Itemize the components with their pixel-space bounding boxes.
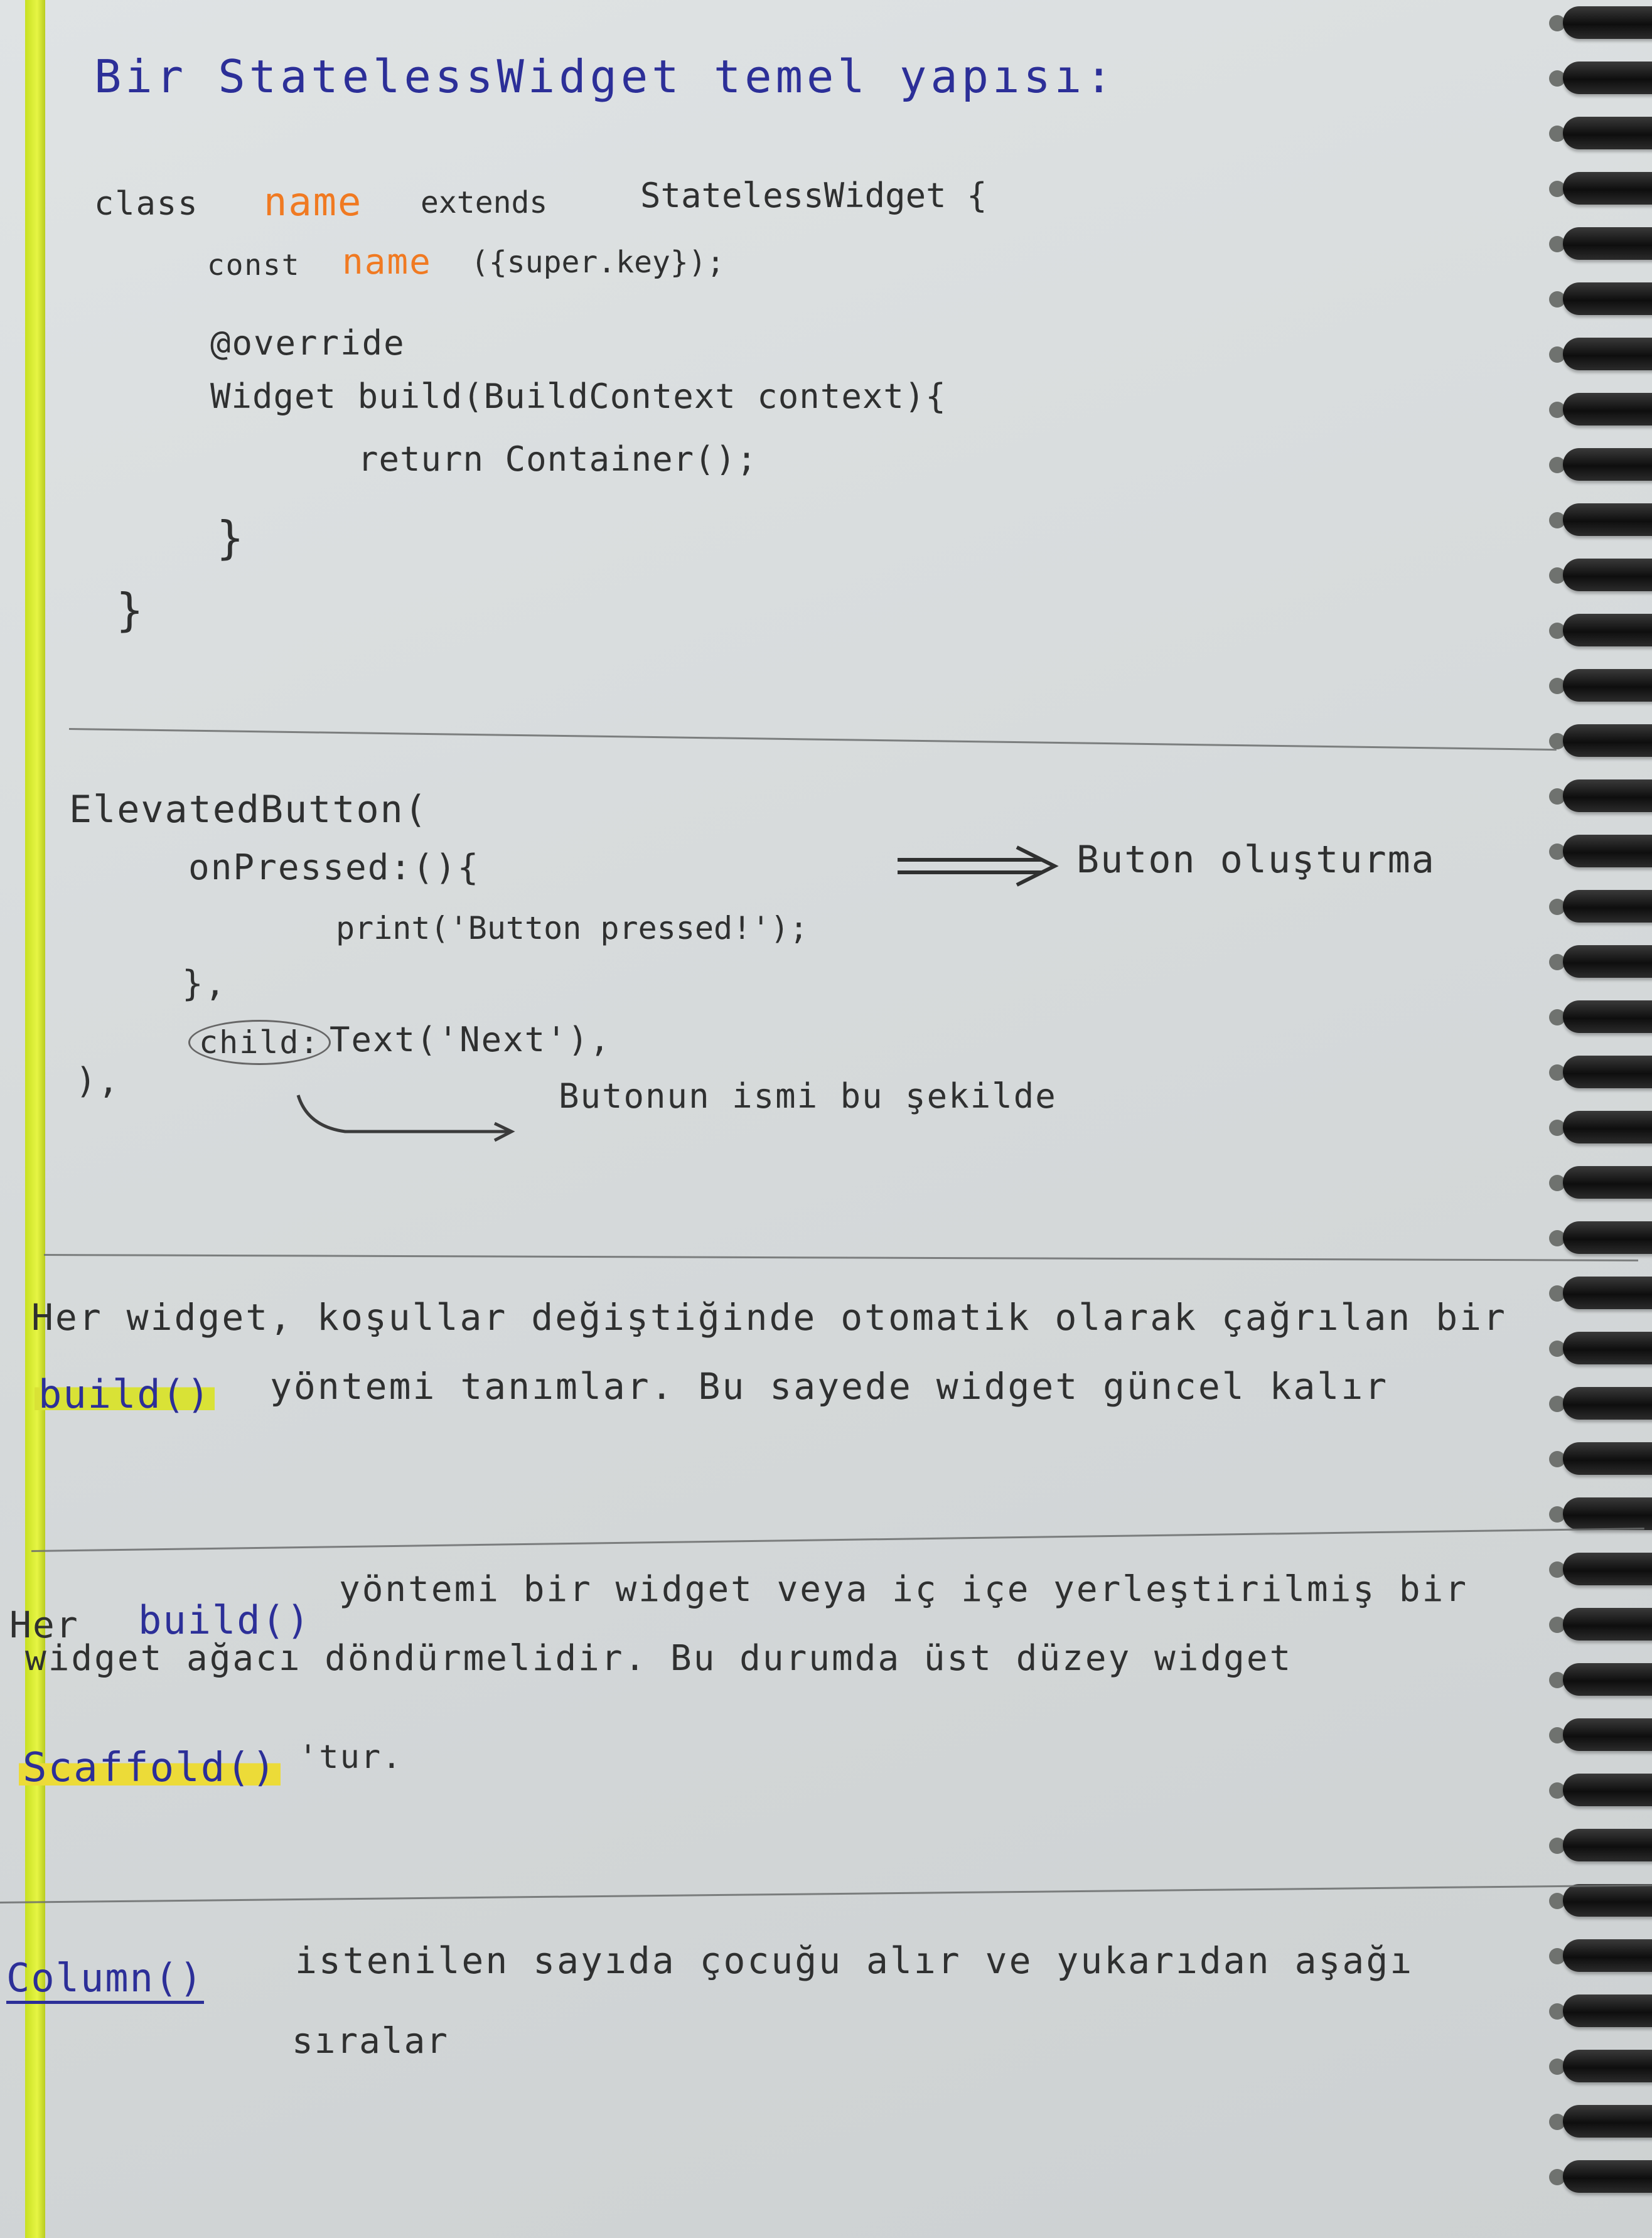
spiral-coil: [1563, 669, 1652, 702]
child-annotation: Butonun ismi bu şekilde: [559, 1076, 1057, 1116]
spiral-coil: [1563, 2050, 1652, 2082]
inner-close-brace: }: [217, 511, 245, 564]
spiral-coil: [1563, 945, 1652, 978]
child-arrow-icon: [295, 1089, 521, 1158]
spiral-coil: [1563, 1718, 1652, 1751]
const-args: ({super.key});: [471, 245, 725, 280]
spiral-coil: [1563, 1056, 1652, 1088]
elevated-button-line: ElevatedButton(: [69, 788, 428, 832]
spiral-coil: [1563, 1442, 1652, 1475]
build-term-2: build(): [138, 1597, 311, 1643]
scaffold-suffix: 'tur.: [298, 1738, 403, 1776]
build-term-highlighted: build(): [35, 1371, 215, 1417]
spiral-coil: [1563, 62, 1652, 94]
print-line: print('Button pressed!');: [336, 910, 808, 946]
scaffold-term-highlighted: Scaffold(): [19, 1745, 281, 1791]
spiral-coil: [1563, 1939, 1652, 1972]
spiral-coil: [1563, 1387, 1652, 1420]
spiral-coil: [1563, 1994, 1652, 2027]
child-label: child:: [188, 1020, 331, 1065]
close-button-line: ),: [75, 1061, 121, 1101]
spiral-coil: [1563, 1774, 1652, 1806]
column-sentence-1: istenilen sayıda çocuğu alır ve yukarıdan aşağı: [295, 1939, 1414, 1982]
spiral-coil: [1563, 1829, 1652, 1861]
close-callback-line: },: [182, 963, 227, 1004]
spiral-coil: [1563, 614, 1652, 646]
spiral-coil: [1563, 448, 1652, 481]
section1-title: Bir StatelessWidget temel yapısı:: [94, 50, 1117, 103]
spiral-coil: [1563, 393, 1652, 426]
spiral-coil: [1563, 2160, 1652, 2193]
spiral-coil: [1563, 1000, 1652, 1033]
spiral-coil: [1563, 835, 1652, 867]
spiral-coil: [1563, 2105, 1652, 2138]
override-annotation: @override: [210, 323, 405, 363]
spiral-coil: [1563, 1111, 1652, 1143]
spiral-coil: [1563, 1553, 1652, 1585]
spiral-coil: [1563, 1332, 1652, 1364]
child-value: Text('Next'),: [330, 1020, 611, 1059]
class-name: name: [264, 179, 363, 225]
onpressed-line: onPressed:(){: [188, 847, 480, 888]
spiral-coil: [1563, 172, 1652, 205]
widget-build-sentence-2: yöntemi tanımlar. Bu sayede widget güncel kalır: [270, 1365, 1389, 1408]
double-arrow-icon: [898, 844, 1061, 888]
column-term: Column(): [6, 1955, 204, 2004]
spiral-coil: [1563, 1884, 1652, 1917]
spiral-coil: [1563, 559, 1652, 591]
spiral-coil: [1563, 1663, 1652, 1696]
widget-build-sentence-1: Her widget, koşullar değiştiğinde otomatik olarak çağrılan bir: [31, 1296, 1507, 1339]
outer-close-brace: }: [116, 584, 145, 636]
spiral-coil: [1563, 6, 1652, 39]
spiral-coil: [1563, 1497, 1652, 1530]
spiral-coil: [1563, 1221, 1652, 1254]
button-annotation: Buton oluşturma: [1076, 838, 1435, 882]
spiral-coil: [1563, 1166, 1652, 1199]
spiral-coil: [1563, 1277, 1652, 1309]
base-class: StatelessWidget {: [640, 176, 987, 215]
spiral-coil: [1563, 227, 1652, 260]
column-sentence-2: sıralar: [292, 2021, 449, 2062]
return-line: return Container();: [358, 439, 758, 479]
spiral-coil: [1563, 503, 1652, 536]
spiral-coil: [1563, 117, 1652, 149]
spiral-coil: [1563, 338, 1652, 370]
spiral-coil: [1563, 724, 1652, 757]
her-word: Her: [9, 1604, 79, 1646]
class-keyword: class: [94, 185, 199, 223]
const-name: name: [342, 242, 432, 282]
spiral-coil: [1563, 779, 1652, 812]
extends-keyword: extends: [421, 185, 548, 220]
build-sentence-1: yöntemi bir widget veya iç içe yerleştirilmiş bir: [339, 1569, 1469, 1610]
build-sentence-2: widget ağacı döndürmelidir. Bu durumda üst düzey widget: [25, 1638, 1293, 1679]
build-signature: Widget build(BuildContext context){: [210, 377, 947, 416]
spiral-coil: [1563, 1608, 1652, 1641]
spiral-coil: [1563, 282, 1652, 315]
const-keyword: const: [207, 248, 301, 282]
spiral-coil: [1563, 890, 1652, 923]
